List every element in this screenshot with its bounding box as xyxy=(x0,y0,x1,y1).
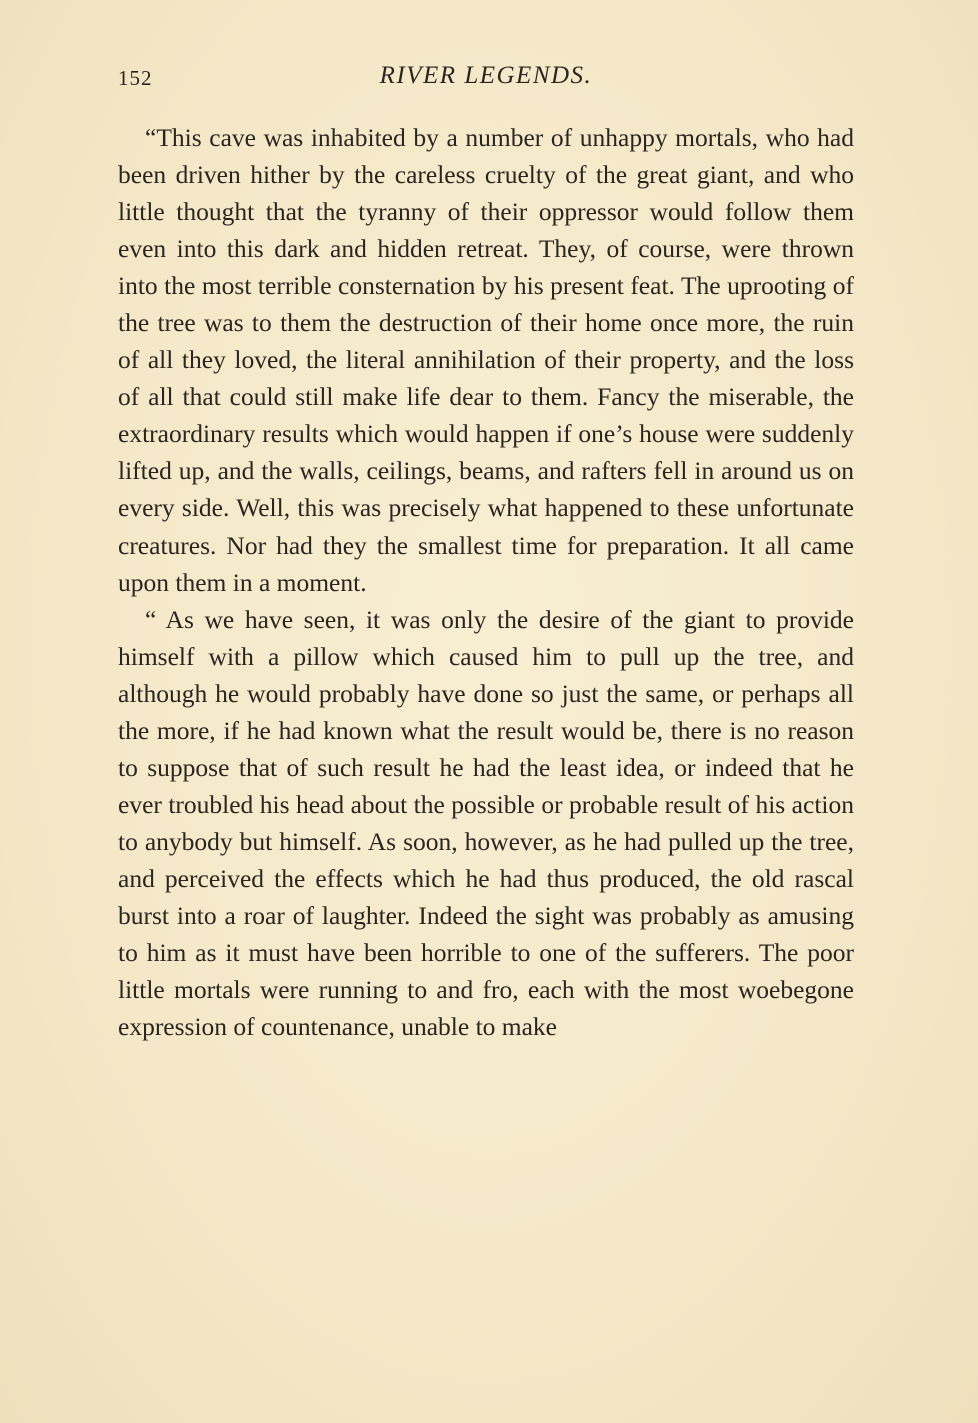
body-text xyxy=(118,119,854,1045)
paragraph-1: “This cave was inhabited by a number of unhappy mortals, who had been driven hither by the careless cruelty of the great giant, and who little thought that the tyranny of their oppressor would follow them even into this dark and hidden retreat. They, of course, were thrown into the most terrible consternation by his present feat. The uprooting of the tree was to them the destruction of their home once more, the ruin of all they loved, the literal annihilation of their property, and the loss of all that could still make life dear to them. Fancy the miserable, the extraordinary results which would happen if one’s house were suddenly lifted up, and the walls, ceilings, beams, and rafters fell in around us on every side. Well, this was precisely what happened to these unfortunate creatures. Nor had they the smallest time for preparation. It all came upon them in a moment. xyxy=(118,123,854,597)
paragraph-2: “ As we have seen, it was only the desire of the giant to provide himself with a pillow which caused him to pull up the tree, and although he would probably have done so just the same, or perhaps all the more, if he had known what the result would be, there is no reason to suppose that of such result he had the least idea, or indeed that he ever troubled his head about the possible or probable result of his action to anybody but himself. As soon, however, as he had pulled up the tree, and perceived the effects which he had thus produced, the old rascal burst into a roar of laughter. Indeed the sight was probably as amusing to him as it must have been horrible to one of the sufferers. The poor little mortals were running to and fro, each with the most woebegone expression of countenance, unable to make xyxy=(118,604,854,1042)
running-title: RIVER LEGENDS. xyxy=(379,62,593,89)
page-number: 152 xyxy=(118,66,153,90)
page-header xyxy=(118,62,854,96)
